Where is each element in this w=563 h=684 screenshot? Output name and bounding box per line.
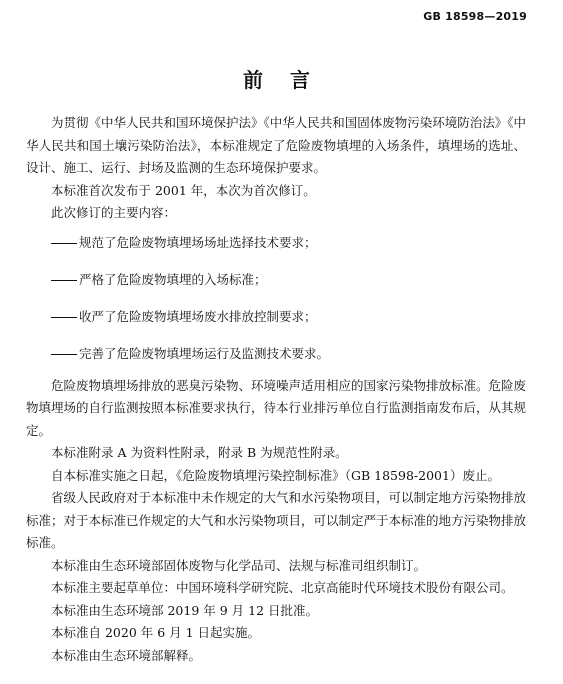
dash-marker	[51, 243, 77, 244]
document-body	[26, 112, 526, 667]
change-item-text: 严格了危险废物填埋的入场标准；	[79, 271, 267, 287]
paragraph-purpose: 为贯彻《中华人民共和国环境保护法》《中华人民共和国固体废物污染环境防治法》《中华人民共和国土壤污染防治法》，本标准规定了危险废物填埋的入场条件，填埋场的选址、设计、施工、运行、封场及监测的生态环境保护要求。	[26, 115, 527, 175]
paragraph-emissions: 危险废物填埋场排放的恶臭污染物、环境噪声适用相应的国家污染物排放标准。危险废物填埋场的自行监测按照本标准要求执行，待本行业排污单位自行监测指南发布后，从其规定。	[26, 377, 527, 438]
paragraph-changes-intro: 此次修订的主要内容：	[51, 205, 177, 220]
paragraph-interpretation: 本标准由生态环境部解释。	[51, 647, 202, 663]
paragraph-effective-date: 本标准自 2020 年 6 月 1 日起实施。	[51, 625, 261, 640]
dash-marker	[51, 317, 77, 318]
change-item-text: 收严了危险废物填埋场废水排放控制要求；	[79, 308, 317, 324]
paragraph-organizer: 本标准由生态环境部固体废物与化学品司、法规与标准司组织制订。	[51, 557, 427, 573]
paragraph-first-release: 本标准首次发布于 2001 年，本次为首次修订。	[51, 182, 316, 198]
change-item	[26, 336, 526, 373]
paragraph-appendix: 本标准附录 A 为资料性附录，附录 B 为规范性附录。	[51, 445, 348, 460]
change-item	[26, 299, 526, 336]
paragraph-drafters: 本标准主要起草单位：中国环境科学研究院、北京高能时代环境技术股份有限公司。	[51, 580, 514, 595]
paragraph-approval: 本标准由生态环境部 2019 年 9 月 12 日批准。	[51, 602, 319, 618]
paragraph-repeal: 自本标准实施之日起，《危险废物填埋污染控制标准》（GB 18598-2001）废止。	[51, 467, 500, 483]
change-item-text: 完善了危险废物填埋场运行及监测技术要求。	[79, 345, 330, 361]
dash-marker	[51, 280, 77, 281]
change-item	[26, 262, 526, 299]
dash-marker	[51, 354, 77, 355]
paragraph-local-standards: 省级人民政府对于本标准中未作规定的大气和水污染物项目，可以制定地方污染物排放标准；对于本标准已作规定的大气和水污染物项目，可以制定严于本标准的地方污染物排放标准。	[26, 490, 527, 550]
page-title: 前 言	[243, 68, 320, 92]
change-item-text: 规范了危险废物填埋场场址选择技术要求；	[79, 234, 317, 250]
document-id: GB 18598—2019	[423, 10, 527, 23]
change-item	[26, 225, 526, 262]
